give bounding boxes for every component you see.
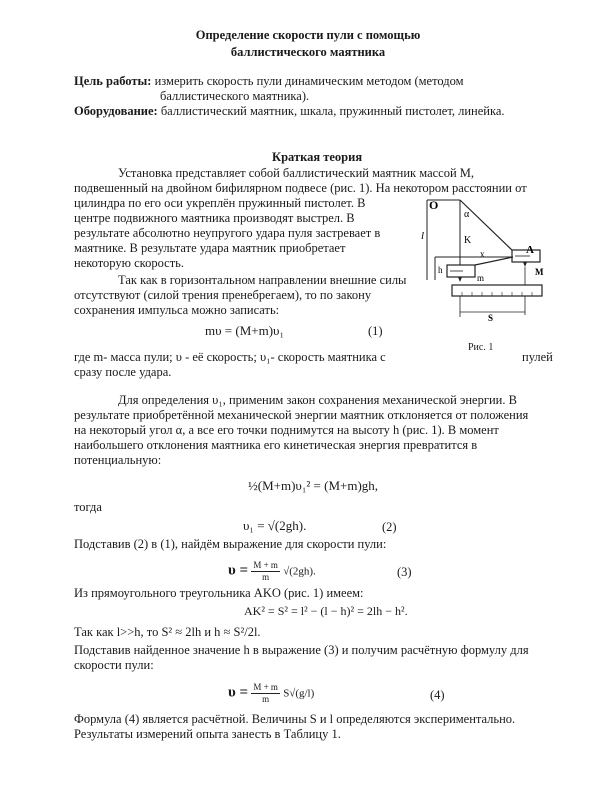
substitute-line: Подставив (2) в (1), найдём выражение для скорости пули: [74,537,387,551]
label-l: l [421,230,425,242]
substitute2-line-2: скорости пули: [74,658,154,672]
formula-triangle: AK² = S² = l² − (l − h)² = 2lh − h². [244,604,408,618]
formula-energy: ½(M+m)υ₁² = (M+m)gh, [248,478,379,493]
triangle-text: Из прямоугольного треугольника AKO (рис. 1) имеем: [74,586,364,600]
para3-line: результате приобретённой механической энергии маятник отклоняется от положения [74,408,529,422]
document-title-line-2: баллистического маятника [230,45,386,59]
formula-4-numerator: M + m [253,682,278,692]
label-h: h [438,265,443,275]
formula-3-lhs: υ = [228,562,249,579]
formula-2: υ₁ = √(2gh). [243,518,307,533]
para3-line: потенциальную: [74,453,162,467]
final-line-1: Формула (4) является расчётной. Величины S и l определяются экспериментально. [74,712,516,726]
formula-3-number: (3) [397,565,412,579]
theory-p1-line: результате абсолютно неупругого удара пуля застревает в [74,226,381,240]
label-S: S [488,313,494,323]
theory-p1-line: цилиндра по его оси укреплён пружинный пистолет. В [74,196,366,210]
label-K: K [464,235,472,246]
label-x: x [480,249,485,259]
goal-text: измерить скорость пули динамическим методом (методом [151,74,464,88]
document-title-line-1: Определение скорости пули с помощью [195,28,421,42]
after-formula-1-line-2: сразу после удара. [74,365,172,379]
formula-3-denominator: m [262,572,270,582]
equipment-line [74,104,505,119]
goal-line-1 [74,74,464,89]
label-m: m [477,273,485,283]
figure-caption: Рис. 1 [468,342,494,353]
equipment-text: баллистический маятник, шкала, пружинный пистолет, линейка. [157,104,505,118]
theory-p2-line: сохранения импульса можно записать: [74,303,280,317]
goal-label: Цель работы: [74,74,152,88]
label-O: O [429,198,439,212]
after-formula-1-word: пулей [522,350,553,364]
ballistic-pendulum-figure [421,195,565,355]
final-line-2: Результаты измерений опыта занесть в Таблицу 1. [74,727,341,741]
formula-1-number: (1) [368,324,383,338]
theory-p1-line: Установка представляет собой баллистический маятник массой M, [118,166,475,180]
formula-4-rest: S√(g/l) [283,687,315,700]
formula-4 [228,682,314,705]
formula-1: mυ = (M+m)υ₁ [205,323,285,338]
formula-4-denominator: m [262,694,270,704]
formula-3-fraction [251,560,280,583]
theory-p1-line: подвешенный на двойном бифилярном подвесе (рис. 1). На некотором расстоянии от [74,181,527,195]
theory-p2-line: отсутствуют (силой трения пренебрегаем), то по закону [74,288,372,302]
para3-line: Для определения υ₁, применим закон сохранения механической энергии. В [118,393,517,407]
formula-3-numerator: M + m [253,560,278,570]
para3-line: наибольшего отклонения маятника его кинетическая энергия превратится в [74,438,478,452]
theory-p2-line: Так как в горизонтальном направлении внешние силы [118,273,407,287]
label-alpha: α [464,209,470,220]
substitute2-line-1: Подставив найденное значение h в выражение (3) и получим расчётную формулу для [74,643,529,657]
theory-p1-line: маятнике. В результате удара маятник приобретает [74,241,346,255]
then-word: тогда [74,500,102,514]
formula-4-lhs: υ = [228,684,249,701]
formula-3 [228,560,316,583]
label-A: A [526,244,534,256]
theory-p1-line: центре подвижного маятника производят выстрел. В [74,211,355,225]
formula-3-rest: √(2gh). [283,565,316,578]
formula-4-fraction [251,682,280,705]
theory-p1-line: некоторую скорость. [74,256,184,270]
goal-line-2: баллистического маятника). [160,89,310,103]
theory-heading: Краткая теория [272,150,363,164]
after-formula-1-line-1: где m- масса пули; υ - её скорость; υ₁- скорость маятника с [74,350,386,364]
formula-2-number: (2) [382,520,397,534]
since-text: Так как l>>h, то S² ≈ 2lh и h ≈ S²/2l. [74,625,261,639]
equipment-label: Оборудование: [74,104,158,118]
formula-4-number: (4) [430,688,445,702]
para3-line: на некоторый угол α, а все его точки поднимутся на высоту h (рис. 1). В момент [74,423,499,437]
label-M: M [535,267,544,277]
